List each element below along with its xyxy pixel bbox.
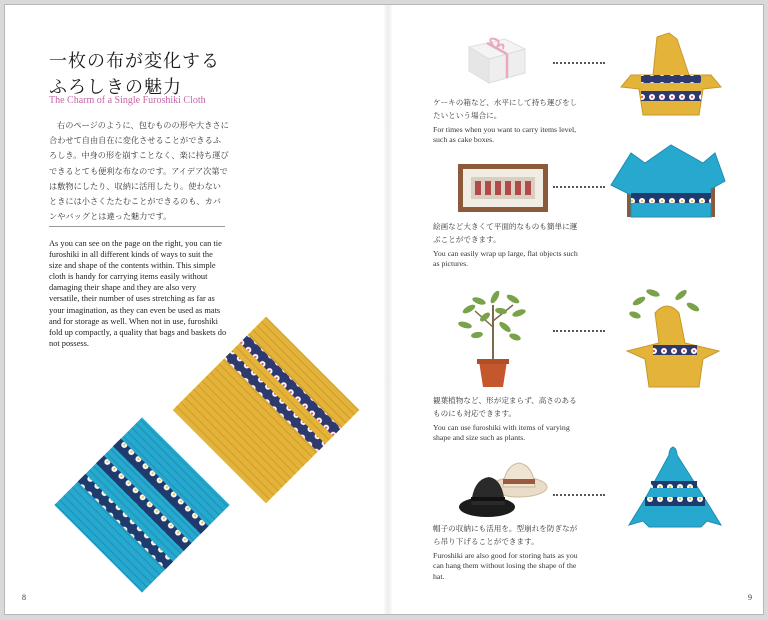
english-body-text: As you can see on the page on the right, you can tie furoshiki in all different kinds of ways to suit the size and shape of the contents within. This simple cloth is handy for carrying items easily without damaging their shape and they are also very versatile, their number of uses stretching as far as your imagination, as they can even be used as mats and for storage as well. When not in use, furoshiki fold up compactly, a quality that bags and baskets do not possess. — [49, 239, 227, 348]
framed-picture-icon — [457, 163, 549, 213]
gift-box-icon — [463, 33, 529, 85]
caption-jp-2: 絵画など大きくて平面的なものも簡単に運ぶことができます。 — [433, 222, 578, 244]
potted-plant-icon — [455, 287, 531, 391]
caption-jp-3: 観葉植物など、形が定まらず、高さのあるものにも対応できます。 — [433, 396, 577, 418]
book-gutter — [384, 5, 392, 614]
connector-dots — [553, 494, 605, 496]
wrapped-plant-furoshiki-icon — [619, 285, 729, 389]
book-spread — [4, 4, 764, 615]
blue-furoshiki-icon — [67, 410, 217, 600]
caption-jp-1: ケーキの箱など、水平にして持ち運びをしたいという場合に。 — [433, 98, 578, 120]
page-number-left: 8 — [22, 593, 26, 602]
wrapped-box-furoshiki-icon — [617, 31, 725, 119]
caption-en-3: You can use furoshiki with items of varying shape and size such as plants. — [433, 423, 570, 443]
caption-jp-4: 帽子の収納にも活用を。型崩れを防ぎながら吊り下げることができます。 — [433, 524, 578, 546]
connector-dots — [553, 186, 605, 188]
caption-en-1: For times when you want to carry items level, such as cake boxes. — [433, 125, 577, 145]
divider — [49, 226, 225, 227]
title-line-2: ふろしきの魅力 — [49, 77, 182, 98]
hats-icon — [457, 457, 549, 523]
japanese-body-text: 右のページのように、包むものの形や大きさに合わせて自由自在に変化させることができるふろしき。中身の形を崩すことなく、楽に持ち運びできるとても便利な布なのです。アイデア次第では敷物にしたり、収納に活用したり。使わないときには小さくたたむことができるのも、カバンやバッグとは違った魅力です。 — [49, 120, 229, 222]
page-number-right: 9 — [748, 593, 752, 602]
page-title — [49, 49, 220, 101]
page-subtitle: The Charm of a Single Furoshiki Cloth — [49, 95, 206, 106]
wrapped-hat-furoshiki-icon — [625, 445, 725, 537]
wrapped-picture-furoshiki-icon — [607, 135, 729, 221]
caption-en-4: Furoshiki are also good for storing hats as you can hang them without losing the shape of the hat. — [433, 551, 578, 581]
title-line-1: 一枚の布が変化する — [49, 51, 220, 72]
connector-dots — [553, 62, 605, 64]
caption-en-2: You can easily wrap up large, flat objects such as pictures. — [433, 249, 578, 269]
connector-dots — [553, 330, 605, 332]
